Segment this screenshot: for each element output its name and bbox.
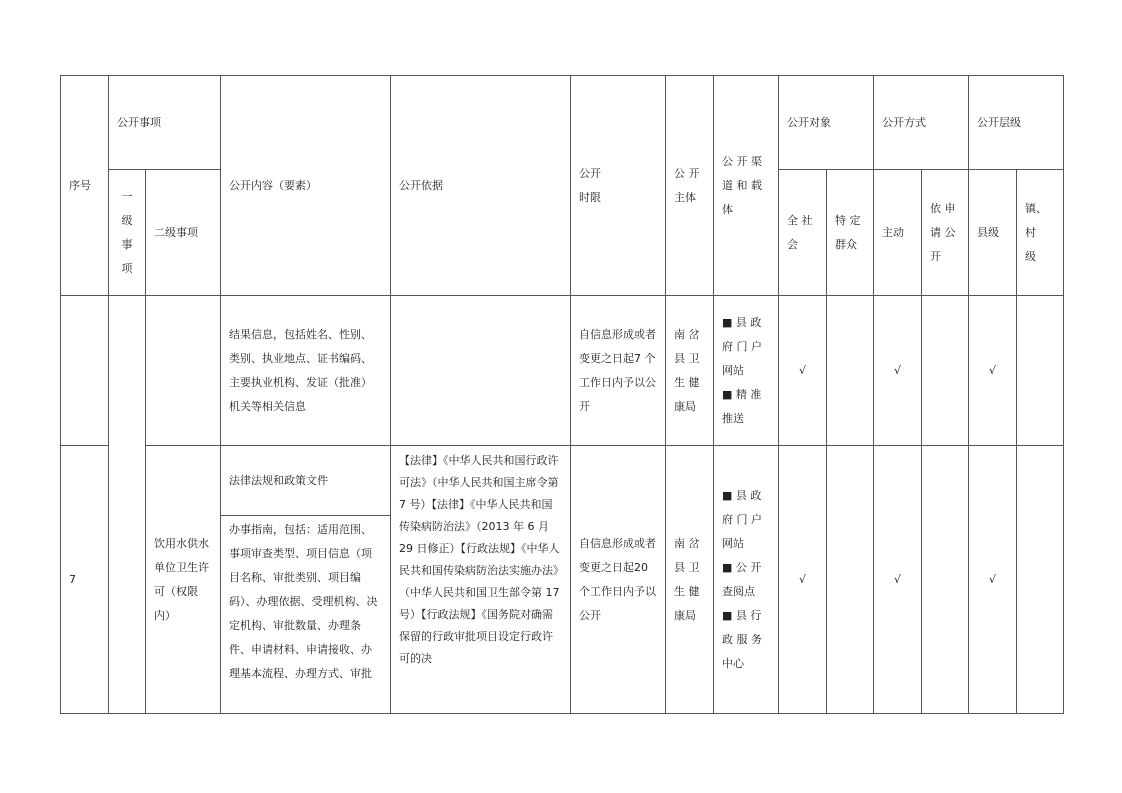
disclosure-table bbox=[60, 75, 1064, 714]
row-check-county: √ bbox=[969, 446, 1017, 714]
header-target-all: 全 社 会 bbox=[779, 170, 827, 296]
row-check-active: √ bbox=[874, 446, 922, 714]
row-check-apply bbox=[922, 296, 969, 446]
header-subject: 公 开 主体 bbox=[666, 76, 714, 296]
header-level-county: 县级 bbox=[969, 170, 1017, 296]
row-check-apply bbox=[922, 446, 969, 714]
table-row bbox=[61, 296, 1064, 446]
row-check-special bbox=[827, 446, 874, 714]
row-check-town bbox=[1017, 296, 1064, 446]
header-row-1 bbox=[61, 76, 1064, 170]
row-check-all: √ bbox=[779, 446, 827, 714]
row-basis: 【法律】《中华人民共和国行政许可法》（中华人民共和国主席令第 7 号）【法律】《中华人民共和国传染病防治法》（2013 年 6 月 29 日修正）【行政法规】《中华人民共和国传染病防治法实施办法》（中华人民共和国卫生部令第 17 号）【行政法规】《国务院对确需保留的行政审批项目设定行政许可的决 bbox=[391, 446, 571, 714]
row-channel: ■ 县 政 府 门 户 网站 ■ 公 开 查阅点 ■ 县 行 政 服 务 中心 bbox=[714, 446, 779, 714]
row-time: 自信息形成或者变更之日起7 个工作日内予以公开 bbox=[571, 296, 666, 446]
header-level1: 一 级 事 项 bbox=[109, 170, 146, 296]
row-content-laws: 法律法规和政策文件 bbox=[221, 446, 391, 516]
row-subject: 南 岔 县 卫 生 健 康局 bbox=[666, 296, 714, 446]
row-time: 自信息形成或者变更之日起20 个工作日内予以公开 bbox=[571, 446, 666, 714]
header-method: 公开方式 bbox=[874, 76, 969, 170]
table-row bbox=[61, 446, 1064, 516]
row-check-active: √ bbox=[874, 296, 922, 446]
header-item: 公开事项 bbox=[109, 76, 221, 170]
row-content: 结果信息，包括姓名、性别、类别、执业地点、证书编码、主要执业机构、发证（批准）机关等相关信息 bbox=[221, 296, 391, 446]
header-channel: 公 开 渠 道 和 载 体 bbox=[714, 76, 779, 296]
header-seq: 序号 bbox=[61, 76, 109, 296]
header-level2: 二级事项 bbox=[146, 170, 221, 296]
header-level: 公开层级 bbox=[969, 76, 1064, 170]
header-target: 公开对象 bbox=[779, 76, 874, 170]
row-subject: 南 岔 县 卫 生 健 康局 bbox=[666, 446, 714, 714]
row-check-county: √ bbox=[969, 296, 1017, 446]
row-level2: 饮用水供水单位卫生许可（权限内） bbox=[146, 446, 221, 714]
row-level2 bbox=[146, 296, 221, 446]
row-level1 bbox=[109, 296, 146, 714]
row-channel: ■ 县 政 府 门 户 网站 ■ 精 准 推送 bbox=[714, 296, 779, 446]
header-target-special: 特 定 群众 bbox=[827, 170, 874, 296]
header-method-apply: 依 申 请 公 开 bbox=[922, 170, 969, 296]
row-check-town bbox=[1017, 446, 1064, 714]
row-check-all: √ bbox=[779, 296, 827, 446]
row-seq bbox=[61, 296, 109, 446]
header-content: 公开内容（要素） bbox=[221, 76, 391, 296]
header-basis: 公开依据 bbox=[391, 76, 571, 296]
row-basis bbox=[391, 296, 571, 446]
header-method-active: 主动 bbox=[874, 170, 922, 296]
row-content-guide: 办事指南，包括：适用范围、事项审查类型、项目信息（项目名称、审批类别、项目编码）、办理依据、受理机构、决定机构、审批数量、办理条件、申请材料、申请接收、办理基本流程、办理方式、审批 bbox=[221, 516, 391, 714]
row-seq: 7 bbox=[61, 446, 109, 714]
header-time: 公开 时限 bbox=[571, 76, 666, 296]
header-level-town: 镇、 村 级 bbox=[1017, 170, 1064, 296]
row-check-special bbox=[827, 296, 874, 446]
